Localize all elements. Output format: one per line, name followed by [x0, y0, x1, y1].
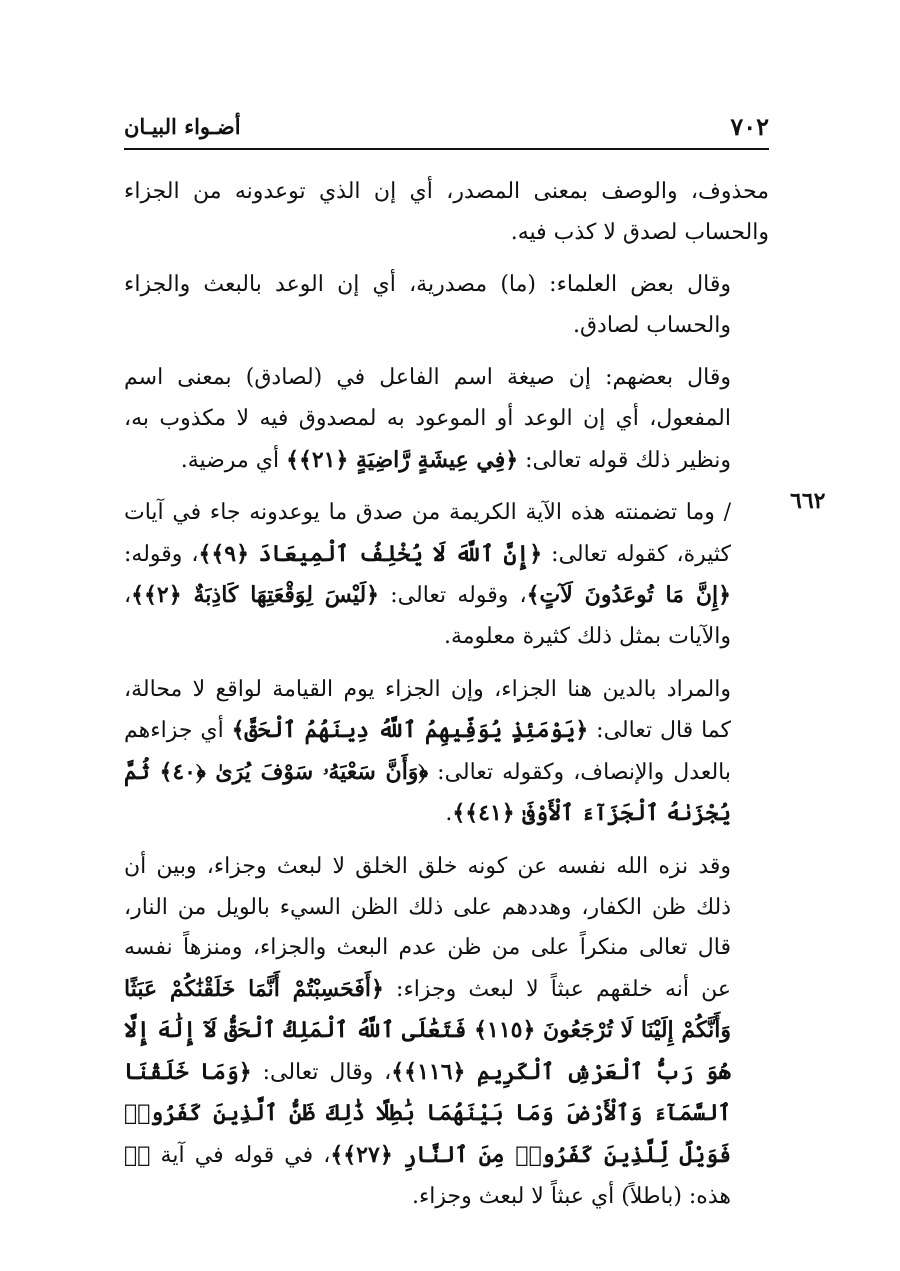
quran-verse-laysa-liwaqatiha: ﴿لَيْسَ لِوَقْعَتِهَا كَاذِبَةٌ ﴿٢﴾﴾ [131, 582, 380, 609]
quran-verse-afahasibtum: ﴿أَفَحَسِبْتُمْ أَنَّمَا خَلَقْنَٰكُمْ عَبَثًا وَأَنَّكُمْ إِلَيْنَا لَا تُرْجَعُونَ ﴿١١٥﴾ فَتَعَٰلَى ٱللَّهُ ٱلْمَلِكُ ٱلْحَقُّ لَآ إِلَٰهَ إِلَّا هُوَ رَبُّ ٱلْعَرْشِ ٱلْكَرِيمِ ﴿١١٦﴾﴾ [124, 975, 731, 1085]
quran-verse-inna-ma-tuadun: ﴿إِنَّ مَا تُوعَدُونَ لَآتٍ﴾ [526, 582, 731, 609]
paragraph-6-text-3: ، في قوله في آية صۤ هذه: (باطلاً) أي عبثاً لا لبعث وجزاء. [124, 1143, 731, 1209]
paragraph-6 [124, 847, 769, 1217]
paragraph-1: محذوف، والوصف بمعنى المصدر، أي إن الذي توعدونه من الجزاء والحساب لصدق لا كذب فيه. [124, 179, 769, 245]
paragraph-2: وقال بعض العلماء: (ما) مصدرية، أي إن الوعد بالبعث والجزاء والحساب لصادق. [124, 272, 731, 338]
paragraph-4-text-2: ، وقوله: [124, 541, 199, 567]
quran-verse-wa-anna-sayahu: ﴿وَأَنَّ سَعْيَهُۥ سَوْفَ يُرَىٰ ﴿٤٠﴾ ثُمَّ يُجْزَىٰهُ ٱلْجَزَآءَ ٱلْأَوْفَىٰ ﴿٤١﴾﴾ [124, 758, 731, 827]
paragraph-3 [124, 358, 769, 481]
paragraph-6-text-1: وقد نزه الله نفسه عن كونه خلق الخلق لا لبعث وجزاء، وبين أن ذلك ظن الكفار، وهددهم على ذلك الظن السيء بالويل من النار، قال تعالى منكراً على من ظن عدم البعث والجزاء، ومنزهاً نفسه عن أنه خلقهم عبثاً لا لبعث وجزاء: [124, 853, 732, 1002]
page-header [124, 108, 769, 150]
quran-verse-la-yukhlif-al-miad: ﴿إِنَّ ٱللَّهَ لَا يُخْلِفُ ٱلْمِيعَادَ ﴿٩﴾﴾ [198, 540, 543, 567]
paragraph-4 [124, 493, 769, 657]
paragraph-5-text-2: أي جزاءهم بالعدل والإنصاف، وكقوله تعالى: [124, 718, 731, 785]
paragraph-5 [124, 670, 769, 835]
paragraph-4-text-1: / وما تضمنته هذه الآية الكريمة من صدق ما يوعدونه جاء في آيات كثيرة، كقوله تعالى: [124, 500, 731, 567]
paragraph-6-text-2: ، وقال تعالى: [251, 1059, 392, 1085]
paragraph-4-text-3: ، وقوله تعالى: [379, 583, 527, 609]
book-title: أضـواء البيـان [124, 114, 241, 139]
paragraph-3-text-2: أي مرضية. [180, 447, 287, 473]
paragraph-4-text-4: ، والآيات بمثل ذلك كثيرة معلومة. [124, 583, 731, 649]
paragraph-5-text-3: . [445, 801, 453, 827]
paragraph-3-text-1: وقال بعضهم: إن صيغة اسم الفاعل في (لصادق) بمعنى اسم المفعول، أي إن الوعد أو الموعود به لمصدوق فيه لا مكذوب به، ونظير ذلك قوله تعالى: [124, 365, 731, 473]
quran-verse-yawmaidhin-yuwaffihim: ﴿يَوْمَئِذٍ يُوَفِّيهِمُ ٱللَّهُ دِينَهُمُ ٱلْحَقَّ﴾ [231, 717, 589, 744]
page-body [124, 172, 769, 1229]
quran-verse-ishatin-radiyah: ﴿فِي عِيشَةٍ رَّاضِيَةٍ ﴿٢١﴾﴾ [286, 446, 519, 473]
quran-verse-wa-ma-khalaqna: ﴿وَمَا خَلَقْنَا ٱلسَّمَآءَ وَٱلْأَرْضَ وَمَا بَيْنَهُمَا بَٰطِلًا ذَٰلِكَ ظَنُّ ٱلَّذِينَ كَفَرُوا۟ فَوَيْلٌ لِّلَّذِينَ كَفَرُوا۟ مِنَ ٱلنَّارِ ﴿٢٧﴾﴾ [124, 1058, 732, 1169]
margin-page-reference: ٦٦٢ [790, 488, 826, 514]
page-number: ٧٠٢ [730, 112, 769, 141]
paragraph-5-text-1: والمراد بالدين هنا الجزاء، وإن الجزاء يوم القيامة لواقع لا محالة، كما قال تعالى: [124, 676, 732, 744]
